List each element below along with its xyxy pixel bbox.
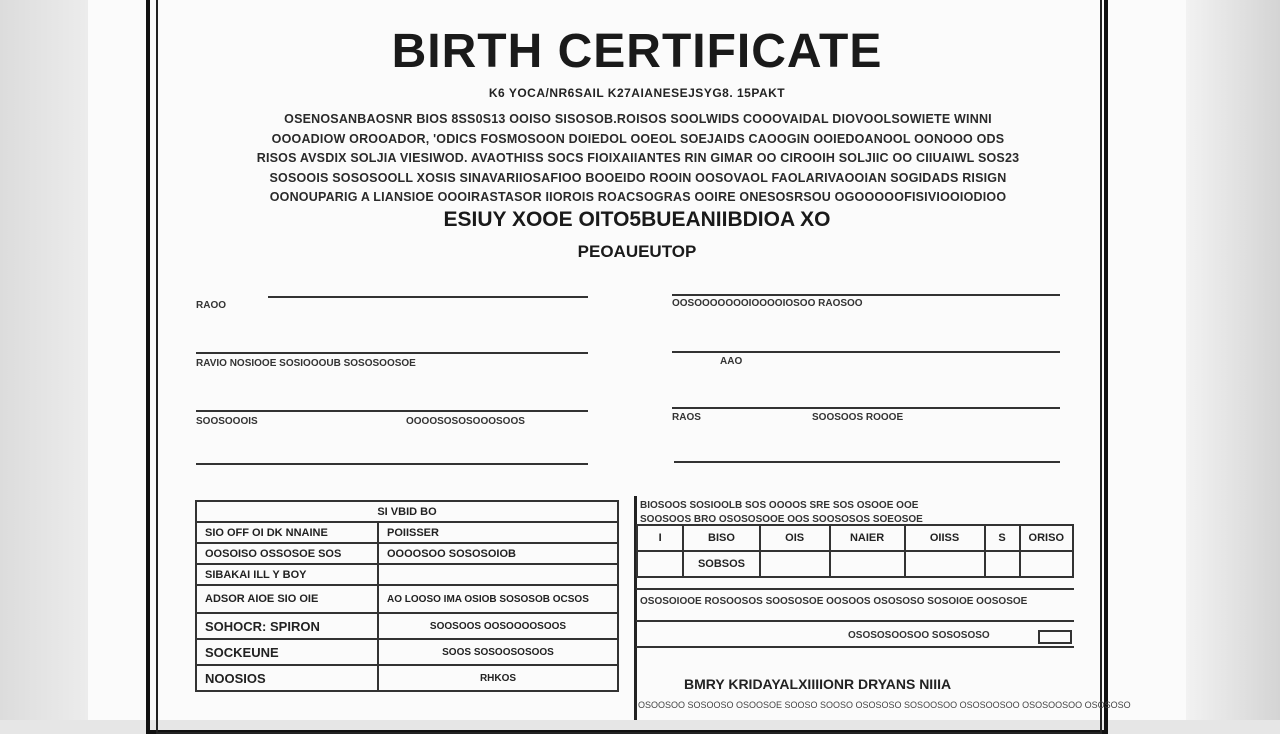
table-cell: OIISS: [905, 525, 985, 551]
table-cell: [760, 551, 830, 577]
background-left: [0, 0, 88, 720]
table-cell: POIISSER: [378, 522, 618, 543]
background-right: [1186, 0, 1280, 720]
paragraph-line: OOOADIOW OROOADOR, 'ODICS FOSMOSOON DOIEDOL OOEOL SOEJAIDS CAOOGIN OOIEDOANOOL OONOOO ODS: [271, 131, 1005, 146]
table-cell: OOSOISO OSSOSOE SOS: [196, 543, 378, 564]
details-note: OSOSOIOOE ROSOOSOS SOOSOSOE OOSOOS OSOSOSO SOSOIOE OOSOSOE: [640, 596, 1028, 607]
field-label: RAOS: [672, 412, 701, 423]
table-cell: [1020, 551, 1073, 577]
details-note: OSOSOSOOSOO SOSOSOSO: [848, 630, 990, 641]
paragraph-line: OSENOSANBAOSNR BIOS 8SS0S13 OOISO SISOSOB.ROISOS SOOLWIDS COOOVAIDAL DIOVOOLSOWIETE WINNI: [284, 112, 992, 126]
certificate-paragraph: [228, 110, 1048, 208]
certificate-sheet: [88, 0, 1186, 720]
footer-text: OSOOSOO SOSOOSO OSOOSOE SOOSO SOOSO OSOSOSO SOSOOSOO OSOSOOSOO OSOSOOSOO OSOSOSO: [638, 700, 1131, 710]
table-cell: I: [637, 525, 683, 551]
table-header-cell: SI VBID BO: [196, 501, 618, 522]
section-subheading: PEOAUEUTOP: [577, 242, 697, 261]
field-label: SOOSOOS ROOOE: [812, 412, 904, 423]
table-cell: [637, 551, 683, 577]
table-cell: SOCKEUNE: [196, 639, 378, 665]
table-cell: [830, 551, 905, 577]
table-row: [196, 639, 618, 665]
table-row: [196, 585, 618, 613]
field-label: OOSOOOOOOOIOOOOIOSOO RAOSOO: [672, 298, 863, 309]
table-cell: [378, 564, 618, 585]
certificate-subtitle: K6 YOCA/NR6SAIL K27AIANESEJSYG8. 15PAKT: [488, 86, 786, 100]
table-cell: S: [985, 525, 1020, 551]
table-cell: SOHOCR: SPIRON: [196, 613, 378, 639]
paragraph-line: OONOUPARIG A LIANSIOE OOOIRASTASOR IIOROIS ROACSOGRAS OOIRE ONESOSRSOU OGOOOOOFISIVIOOIODIOO: [269, 190, 1007, 204]
table-row: [196, 613, 618, 639]
table-row: [196, 665, 618, 691]
field-label: AAO: [720, 356, 743, 367]
table-row: [196, 564, 618, 585]
table-cell: RHKOS: [378, 665, 618, 691]
table-cell: SOOSOOS OOSOOOOSOOS: [378, 613, 618, 639]
table-row: [196, 522, 618, 543]
details-note: SOOSOOS BRO OSOSOSOOE OOS SOOSOSOS SOEOSOE: [640, 514, 923, 525]
table-cell: OIS: [760, 525, 830, 551]
field-label: RAVIO NOSIOOE SOSIOOOUB SOSOSOOSOE: [196, 358, 416, 369]
table-cell: NAIER: [830, 525, 905, 551]
details-note: BIOSOOS SOSIOOLB SOS OOOOS SRE SOS OSOOE OOE: [640, 500, 919, 511]
table-cell: SIBAKAI ILL Y BOY: [196, 564, 378, 585]
field-line[interactable]: [672, 407, 1060, 409]
field-label: RAOO: [196, 300, 226, 311]
certificate-title: BIRTH CERTIFICATE: [391, 25, 883, 78]
section-heading: ESIUY XOOE OITO5BUEANIIBDIOA XO: [443, 208, 831, 231]
table-cell: SOOS SOSOOSOSOOS: [378, 639, 618, 665]
registration-table: [195, 500, 619, 692]
table-cell: SOBSOS: [683, 551, 759, 577]
field-line[interactable]: [672, 351, 1060, 353]
paragraph-line: RISOS AVSDIX SOLJIA VIESIWOD. AVAOTHISS SOCS FIOIXAIIANTES RIN GIMAR OO CIROOIH SOLJIIC OO CIIUAIWL SOS23: [256, 151, 1020, 165]
field-line[interactable]: [672, 294, 1060, 296]
table-cell: SIO OFF OI DK NNAINE: [196, 522, 378, 543]
divider: [636, 620, 1074, 622]
field-line[interactable]: [196, 463, 588, 465]
table-row: [637, 525, 1073, 551]
table-cell: [905, 551, 985, 577]
footer-heading: BMRY KRIDAYALXIIIIONR DRYANS NIIIA: [684, 676, 952, 692]
table-cell: [985, 551, 1020, 577]
divider: [636, 646, 1074, 648]
details-table: [636, 524, 1074, 578]
table-row: [196, 543, 618, 564]
table-cell: ADSOR AIOE SIO OIE: [196, 585, 378, 613]
field-label: SOOSOOOIS: [196, 416, 258, 427]
table-cell: NOOSIOS: [196, 665, 378, 691]
field-label: OOOOSOSOSOOOSOOS: [406, 416, 525, 427]
divider: [636, 588, 1074, 590]
field-line[interactable]: [196, 352, 588, 354]
table-row: [196, 501, 618, 522]
field-line[interactable]: [674, 461, 1060, 463]
table-row: [637, 551, 1073, 577]
field-line[interactable]: [268, 296, 588, 298]
paragraph-line: SOSOOIS SOSOSOOLL XOSIS SINAVARIIOSAFIOO BOOEIDO ROOIN OOSOVAOL FAOLARIVAOOIAN SOGIDADS RISIGN: [269, 170, 1007, 185]
table-cell: ORISO: [1020, 525, 1073, 551]
checkbox-box[interactable]: [1038, 630, 1072, 644]
table-cell: BISO: [683, 525, 759, 551]
table-cell: AO LOOSO IMA OSIOB SOSOSOB OCSOS: [378, 585, 618, 613]
field-line[interactable]: [196, 410, 588, 412]
table-cell: OOOOSOO SOSOSOIOB: [378, 543, 618, 564]
